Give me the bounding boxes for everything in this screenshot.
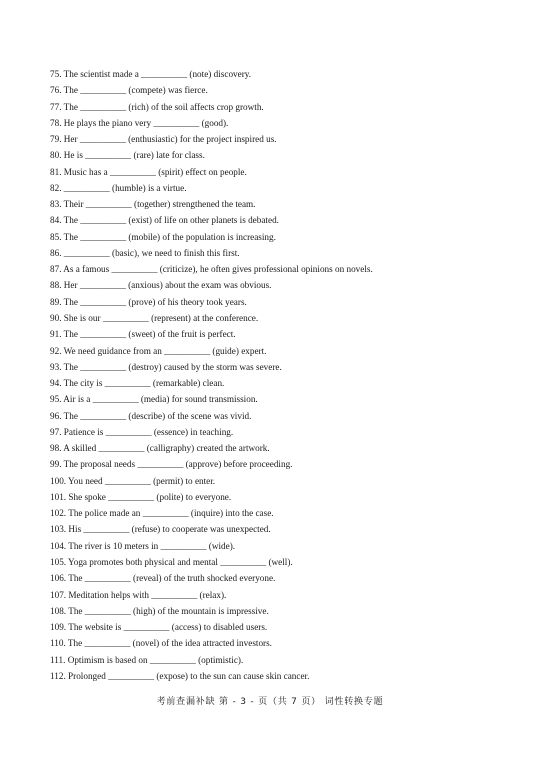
- question-line: 110. The __________ (novel) of the idea attracted investors.: [50, 638, 272, 649]
- question-line: 103. His __________ (refuse) to cooperate was unexpected.: [50, 524, 271, 535]
- question-line: 101. She spoke __________ (polite) to everyone.: [50, 491, 232, 502]
- question-line: 107. Meditation helps with __________ (relax).: [50, 589, 227, 600]
- question-line: 83. Their __________ (together) strengthened the team.: [50, 199, 256, 210]
- question-line: 78. He plays the piano very __________ (good).: [50, 117, 229, 128]
- question-line: 100. You need __________ (permit) to enter.: [50, 475, 216, 486]
- question-line: 87. As a famous __________ (criticize), he often gives professional opinions on novels.: [50, 264, 373, 275]
- question-line: 97. Patience is __________ (essence) in teaching.: [50, 426, 234, 437]
- question-line: 91. The __________ (sweet) of the fruit is perfect.: [50, 329, 236, 340]
- question-line: 79. Her __________ (enthusiastic) for the project inspired us.: [50, 134, 277, 145]
- question-line: 84. The __________ (exist) of life on other planets is debated.: [50, 215, 279, 226]
- question-line: 96. The __________ (describe) of the scene was vivid.: [50, 410, 252, 421]
- question-line: 102. The police made an __________ (inquire) into the case.: [50, 508, 274, 519]
- question-line: 80. He is __________ (rare) late for class.: [50, 150, 205, 161]
- question-line: 99. The proposal needs __________ (approve) before proceeding.: [50, 459, 293, 470]
- question-line: 75. The scientist made a __________ (note) discovery.: [50, 69, 252, 79]
- question-line: 81. Music has a __________ (spirit) effect on people.: [50, 166, 247, 177]
- question-line: 86. __________ (basic), we need to finish this first.: [50, 247, 240, 258]
- question-line: 90. She is our __________ (represent) at the conference.: [50, 312, 259, 323]
- question-line: 109. The website is __________ (access) to disabled users.: [50, 622, 268, 633]
- question-line: 94. The city is __________ (remarkable) clean.: [50, 378, 225, 389]
- question-line: 104. The river is 10 meters in __________ (wide).: [50, 540, 236, 551]
- question-line: 111. Optimism is based on __________ (optimistic).: [50, 654, 244, 665]
- question-line: 89. The __________ (prove) of his theory took years.: [50, 296, 247, 307]
- question-line: 82. __________ (humble) is a virtue.: [50, 182, 187, 193]
- page-footer: 考前查漏补缺 第 - 3 - 页（共 7 页） 词性转换专题: [156, 697, 384, 707]
- question-line: 95. Air is a __________ (media) for sound transmission.: [50, 394, 258, 405]
- question-line: 112. Prolonged __________ (expose) to the sun can cause skin cancer.: [50, 670, 310, 681]
- question-list: [50, 66, 520, 684]
- question-line: 76. The __________ (compete) was fierce.: [50, 85, 208, 96]
- question-line: 92. We need guidance from an __________ (guide) expert.: [50, 345, 267, 356]
- question-line: 93. The __________ (destroy) caused by the storm was severe.: [50, 361, 282, 372]
- question-line: 106. The __________ (reveal) of the truth shocked everyone.: [50, 573, 276, 584]
- question-line: 88. Her __________ (anxious) about the exam was obvious.: [50, 280, 272, 291]
- question-line: 98. A skilled __________ (calligraphy) created the artwork.: [50, 443, 270, 454]
- question-line: 105. Yoga promotes both physical and mental __________ (well).: [50, 556, 293, 567]
- question-line: 108. The __________ (high) of the mountain is impressive.: [50, 605, 269, 616]
- question-line: 85. The __________ (mobile) of the population is increasing.: [50, 231, 276, 242]
- question-line: 77. The __________ (rich) of the soil affects crop growth.: [50, 101, 264, 112]
